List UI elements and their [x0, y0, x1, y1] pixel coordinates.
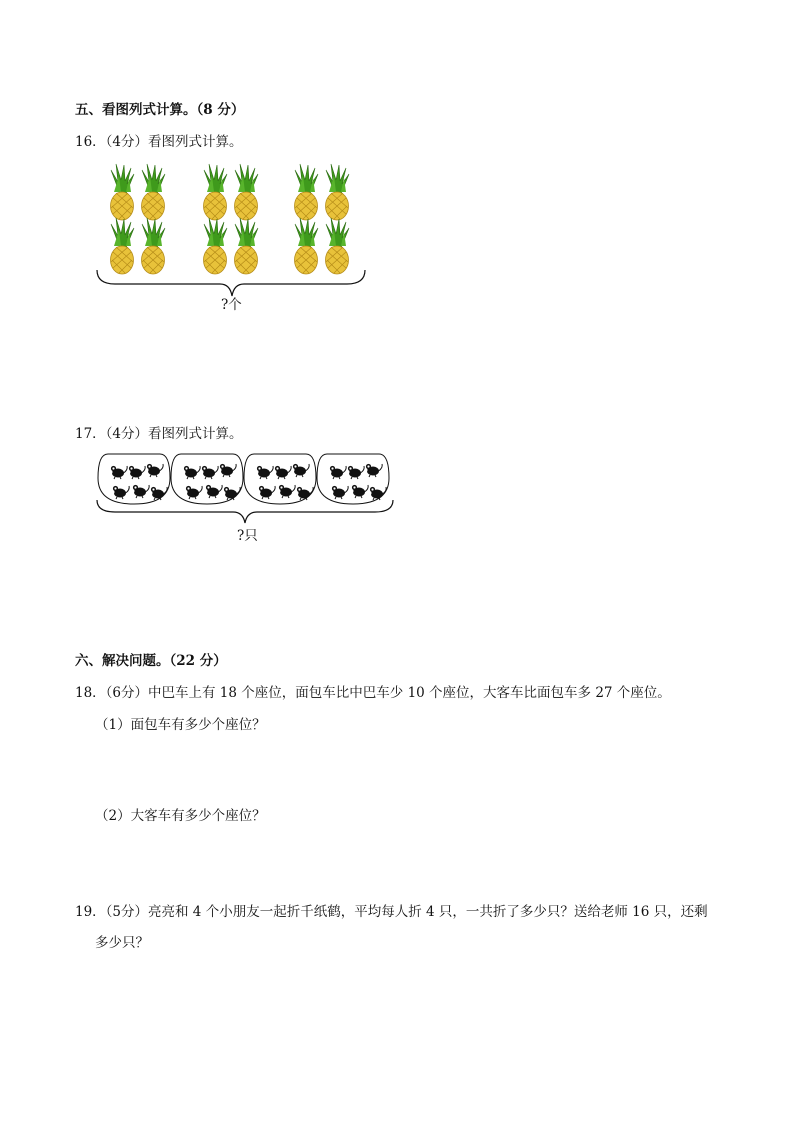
question-18-part-2: （2）大客车有多少个座位？	[95, 808, 266, 824]
question-19-line-2: 多少只？	[95, 935, 149, 951]
pineapple-illustration	[95, 162, 367, 314]
pineapple-icon	[326, 218, 350, 274]
mouse-group	[171, 454, 243, 504]
mouse-icon	[133, 485, 150, 498]
mouse-icon	[257, 466, 274, 479]
mouse-icon	[279, 485, 296, 498]
pineapple-icon	[295, 164, 319, 220]
mouse-icon	[275, 466, 292, 479]
mouse-icon	[370, 487, 387, 500]
section-heading-6: 六、解决问题。（22 分）	[75, 653, 227, 669]
pineapple-icon	[111, 164, 135, 220]
mouse-icon	[206, 485, 223, 498]
mouse-figure	[95, 452, 397, 524]
mouse-icon	[293, 464, 310, 477]
question-17-figure-label: ?只	[237, 528, 258, 544]
mouse-icon	[220, 464, 237, 477]
pineapple-icon	[326, 164, 350, 220]
pineapple-icon	[204, 218, 228, 274]
mouse-icon	[129, 466, 146, 479]
pineapple-icon	[295, 218, 319, 274]
mouse-group	[98, 454, 170, 504]
pineapple-icon	[142, 164, 166, 220]
mouse-group	[244, 454, 316, 504]
mouse-icon	[151, 487, 168, 500]
mouse-icon	[352, 485, 369, 498]
mouse-icon	[111, 466, 128, 479]
mouse-icon	[113, 486, 130, 499]
mouse-icon	[186, 486, 203, 499]
question-17-text: 17．（4分）看图列式计算。	[75, 426, 243, 442]
mouse-icon	[147, 464, 164, 477]
pineapple-icon	[235, 164, 259, 220]
mouse-icon	[259, 486, 276, 499]
question-19-line-1: 19．（5分）亮亮和 4 个小朋友一起折千纸鹤，平均每人折 4 只，一共折了多少只？送给老师 16 只，还剩	[75, 904, 708, 920]
mouse-icon	[366, 464, 383, 477]
mouse-icon	[224, 487, 241, 500]
brace	[97, 270, 365, 296]
pineapple-icon	[204, 164, 228, 220]
section-heading-5: 五、看图列式计算。（8 分）	[75, 102, 245, 118]
mouse-icon	[332, 486, 349, 499]
mouse-icon	[184, 466, 201, 479]
question-18-text: 18．（6分）中巴车上有 18 个座位，面包车比中巴车少 10 个座位，大客车比面包车多 27 个座位。	[75, 685, 671, 701]
pineapple-icon	[235, 218, 259, 274]
mouse-icon	[202, 466, 219, 479]
mouse-icon	[330, 466, 347, 479]
mouse-group	[317, 454, 389, 504]
question-16-figure-label: ?个	[221, 297, 242, 313]
question-18-part-1: （1）面包车有多少个座位？	[95, 717, 266, 733]
pineapple-figure	[95, 162, 367, 314]
mouse-icon	[297, 487, 314, 500]
mouse-illustration	[95, 452, 397, 524]
mouse-icon	[348, 466, 365, 479]
question-16-text: 16．（4分）看图列式计算。	[75, 134, 243, 150]
pineapple-icon	[111, 218, 135, 274]
pineapple-icon	[142, 218, 166, 274]
